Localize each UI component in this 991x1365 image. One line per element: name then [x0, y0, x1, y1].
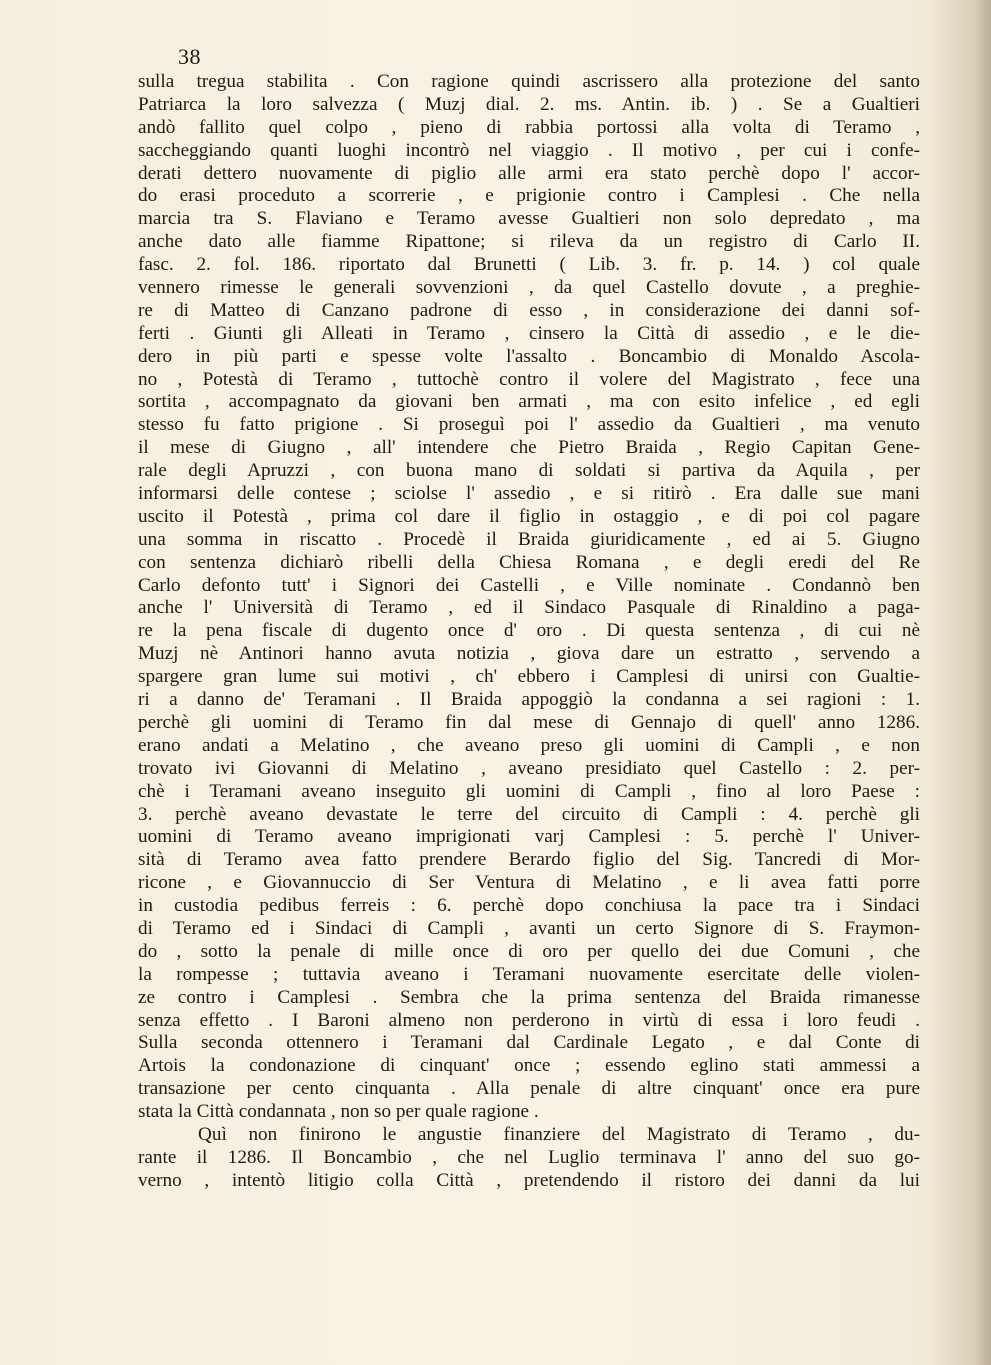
text-line: dero in più parti e spesse volte l'assalto . Boncambio di Monaldo Ascola-: [138, 345, 920, 367]
text-line: Muzj nè Antinori hanno avuta notizia , giova dare un estratto , servendo a: [138, 643, 920, 665]
text-line: senza effetto . I Baroni almeno non perderono in virtù di essa i loro feudi .: [138, 1009, 920, 1031]
text-line: verno , intentò litigio colla Città , pretendendo il ristoro dei danni da lui: [138, 1169, 920, 1191]
text-line: Sulla seconda ottennero i Teramani dal Cardinale Legato , e dal Conte di: [138, 1032, 920, 1054]
text-line: con sentenza dichiarò ribelli della Chiesa Romana , e degli eredi del Re: [138, 551, 920, 573]
text-line: Artois la condonazione di cinquant' once ; essendo eglino stati ammessi a: [138, 1055, 920, 1077]
text-line: uomini di Teramo aveano imprigionati varj Camplesi : 5. perchè l' Univer-: [138, 826, 920, 848]
text-line: fasc. 2. fol. 186. riportato dal Brunetti ( Lib. 3. fr. p. 14. ) col quale: [138, 254, 920, 276]
text-line: re di Matteo di Canzano padrone di esso , in considerazione dei danni sof-: [138, 299, 920, 321]
text-line: transazione per cento cinquanta . Alla penale di altre cinquant' once era pure: [138, 1078, 920, 1100]
text-line: vennero rimesse le generali sovvenzioni , da quel Castello dovute , a preghie-: [138, 277, 920, 299]
text-line: in custodia pedibus ferreis : 6. perchè dopo conchiusa la pace tra i Sindaci: [138, 895, 920, 917]
text-line: di Teramo ed i Sindaci di Campli , avanti un certo Signore di S. Fraymon-: [138, 917, 920, 939]
text-line: rale degli Apruzzi , con buona mano di soldati si partiva da Aquila , per: [138, 460, 920, 482]
text-line: no , Potestà di Teramo , tuttochè contro il volere del Magistrato , fece una: [138, 368, 920, 390]
text-line: erano andati a Melatino , che aveano preso gli uomini di Campli , e non: [138, 734, 920, 756]
text-line: il mese di Giugno , all' intendere che Pietro Braida , Regio Capitan Gene-: [138, 437, 920, 459]
text-line: ferti . Giunti gli Alleati in Teramo , cinsero la Città di assedio , e le die-: [138, 322, 920, 344]
text-line: ze contro i Camplesi . Sembra che la prima sentenza del Braida rimanesse: [138, 986, 920, 1008]
text-line: sortita , accompagnato da giovani ben armati , ma con esito infelice , ed egli: [138, 391, 920, 413]
text-line: stesso fu fatto prigione . Si proseguì poi l' assedio da Gualtieri , ma venuto: [138, 414, 920, 436]
text-line: spargere gran lume sui motivi , ch' ebbero i Camplesi di unirsi con Gualtie-: [138, 666, 920, 688]
text-line: uscito il Potestà , prima col dare il figlio in ostaggio , e di poi col pagare: [138, 505, 920, 527]
text-line: sità di Teramo avea fatto prendere Berardo figlio del Sig. Tancredi di Mor-: [138, 849, 920, 871]
text-line: rante il 1286. Il Boncambio , che nel Luglio terminava l' anno del suo go-: [138, 1146, 920, 1168]
text-line: do erasi proceduto a scorrerie , e prigionie contro i Camplesi . Che nella: [138, 185, 920, 207]
text-line: Quì non finirono le angustie finanziere del Magistrato di Teramo , du-: [198, 1123, 920, 1145]
text-line: andò fallito quel colpo , pieno di rabbia portossi alla volta di Teramo ,: [138, 116, 920, 138]
text-line: do , sotto la penale di mille once di oro per quello dei due Comuni , che: [138, 940, 920, 962]
text-line: Carlo defonto tutt' i Signori dei Castelli , e Ville nominate . Condannò ben: [138, 574, 920, 596]
text-line: una somma in riscatto . Procedè il Braida giuridicamente , ed ai 5. Giugno: [138, 528, 920, 550]
text-line: anche l' Università di Teramo , ed il Sindaco Pasquale di Rinaldino a paga-: [138, 597, 920, 619]
text-line: 3. perchè aveano devastate le terre del circuito di Campli : 4. perchè gli: [138, 803, 920, 825]
body-text: [138, 71, 920, 1193]
text-line: ri a danno de' Teramani . Il Braida appoggiò la condanna a sei ragioni : 1.: [138, 689, 920, 711]
text-line: saccheggiando quanti luoghi incontrò nel viaggio . Il motivo , per cui i confe-: [138, 139, 920, 161]
text-line: anche dato alle fiamme Ripattone; si rileva da un registro di Carlo II.: [138, 231, 920, 253]
text-line: marcia tra S. Flaviano e Teramo avesse Gualtieri non solo depredato , ma: [138, 208, 920, 230]
page-gutter-shadow: [931, 0, 991, 1365]
text-line: derati dettero nuovamente di piglio alle armi era stato perchè dopo l' accor-: [138, 162, 920, 184]
page-number: 38: [178, 44, 201, 69]
text-line: re la pena fiscale di dugento once d' oro . Di questa sentenza , di cui nè: [138, 620, 920, 642]
text-line: chè i Teramani aveano inseguito gli uomini di Campli , fino al loro Paese :: [138, 780, 920, 802]
text-line: informarsi delle contese ; sciolse l' assedio , e si ritirò . Era dalle sue mani: [138, 483, 920, 505]
text-line: stata la Città condannata , non so per quale ragione .: [138, 1101, 539, 1123]
text-line: trovato ivi Giovanni di Melatino , aveano presidiato quel Castello : 2. per-: [138, 757, 920, 779]
text-line: perchè gli uomini di Teramo fin dal mese di Gennajo di quell' anno 1286.: [138, 711, 920, 733]
text-line: ricone , e Giovannuccio di Ser Ventura di Melatino , e li avea fatti porre: [138, 872, 920, 894]
text-line: Patriarca la loro salvezza ( Muzj dial. 2. ms. Antin. ib. ) . Se a Gualtieri: [138, 93, 920, 115]
text-line: sulla tregua stabilita . Con ragione quindi ascrissero alla protezione del santo: [138, 71, 920, 92]
text-line: la rompesse ; tuttavia aveano i Teramani nuovamente esercitate delle violen-: [138, 963, 920, 985]
